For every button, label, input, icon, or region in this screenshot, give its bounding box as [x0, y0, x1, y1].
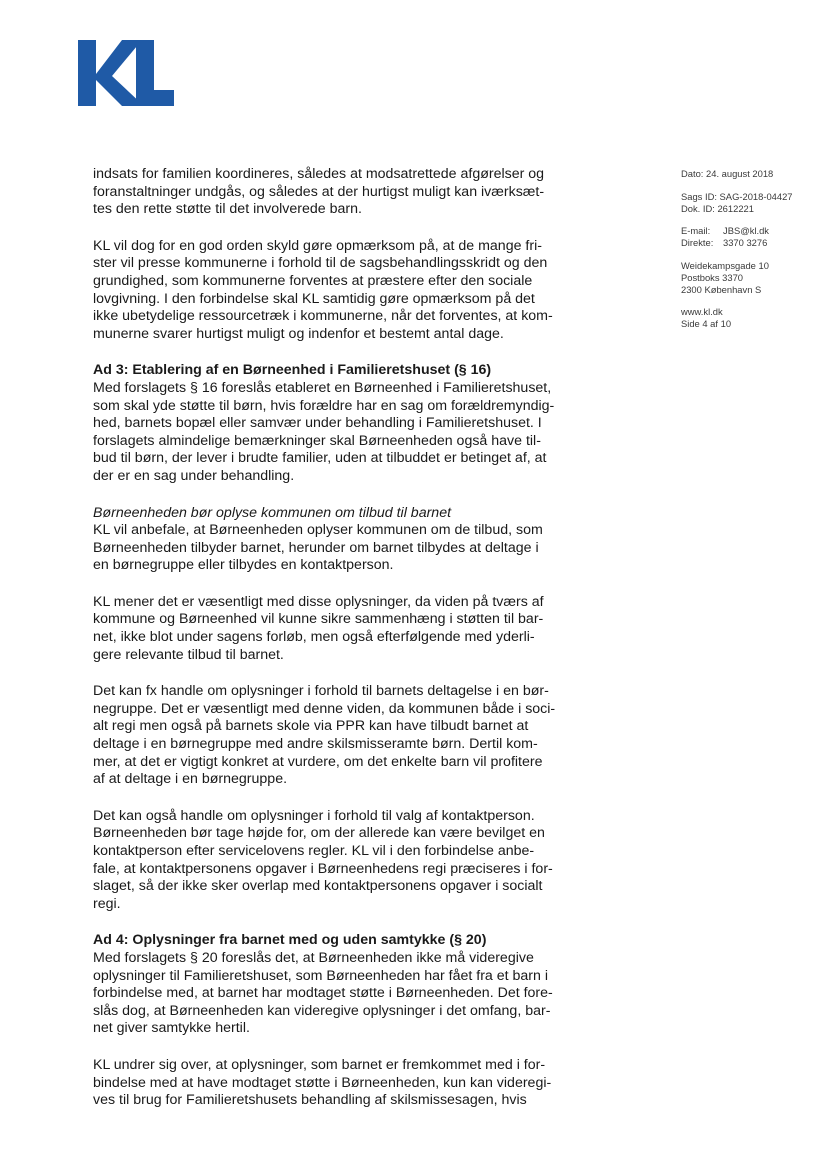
phone-row [681, 237, 821, 249]
text-line: net giver samtykke hertil. [93, 1020, 250, 1037]
text-line: oplysninger til Familieretshuset, som Børneenheden har fået fra et barn i [93, 967, 549, 984]
text-line: Med forslagets § 20 foreslås det, at Børneenheden ikke må videregive [93, 949, 534, 966]
text-line: en børnegruppe eller tilbydes en kontaktperson. [93, 557, 394, 574]
email-label: E-mail: [681, 225, 711, 237]
text-line: KL vil anbefale, at Børneenheden oplyser kommunen om de tilbud, som [93, 522, 543, 539]
text-line: deltage i en børnegruppe med andre skilsmisseramte børn. Dertil kom- [93, 736, 538, 753]
section-heading: Ad 4: Oplysninger fra barnet med og uden samtykke (§ 20) [93, 932, 487, 949]
text-line: kommune og Børneenhed vil kunne sikre sammenhæng i støtten til bar- [93, 611, 544, 628]
text-line: der er en sag under behandling. [93, 467, 295, 484]
text-line: af at deltage i en børnegruppe. [93, 771, 288, 788]
text-line: forbindelse med, at barnet har modtaget støtte i Børneenheden. Det fore- [93, 985, 553, 1002]
text-line: Med forslagets § 16 foreslås etableret en Børneenhed i Familieretshuset, [93, 379, 552, 396]
text-line: bindelse med at have modtaget støtte i Børneenheden, kun kan videregi- [93, 1074, 552, 1091]
text-line: ikke ubetydelige ressourcetræk i kommunerne, når det forventes, at kom- [93, 308, 553, 325]
address-line: Postboks 3370 [681, 271, 744, 283]
text-line: KL mener det er væsentligt med disse oplysninger, da viden på tværs af [93, 593, 544, 610]
text-line: som skal yde støtte til børn, hvis forældre har en sag om forældremyndig- [93, 397, 555, 414]
text-line: ster vil presse kommunerne i forhold til de sagsbehandlingsskridt og den [93, 255, 548, 272]
website-link[interactable]: www.kl.dk [681, 306, 723, 318]
text-line: indsats for familien koordineres, således at modsatrettede afgørelser og [93, 166, 545, 182]
document-meta-sidebar [681, 168, 821, 341]
page-number: Side 4 af 10 [681, 318, 732, 330]
date-text: Dato: 24. august 2018 [681, 168, 774, 179]
paragraph [93, 683, 568, 789]
text-line: Børneenheden bør tage højde for, om der allerede kan være bevilget en [93, 825, 545, 842]
text-line: net, ikke blot under sagens forløb, men også efterfølgende med yderli- [93, 629, 535, 646]
text-line: grundighed, som kommunerne forventes at præstere efter den sociale [93, 272, 533, 289]
phone-label: Direkte: [681, 237, 714, 249]
text-line: slås dog, at Børneenheden kan videregive oplysninger i det omfang, bar- [93, 1002, 551, 1019]
text-line: bud til børn, der lever i brudte familier, uden at tilbuddet er betinget af, at [93, 450, 547, 467]
text-line: tes den rette støtte til det involverede barn. [93, 201, 362, 218]
subsection-boerneenhed-tilbud [93, 505, 568, 575]
text-line: hed, barnets bopæl eller samvær under behandling i Familieretshuset. I [93, 415, 542, 432]
text-line: slaget, så der ikke sker overlap med kontaktpersonens opgaver i socialt [93, 878, 543, 895]
text-line: kontaktperson efter servicelovens regler. KL vil i den forbindelse anbe- [93, 843, 535, 859]
case-id-text: Sags ID: SAG-2018-04427 [681, 190, 793, 202]
text-line: alt regi men også på barnets skole via PPR kan have tilbudt barnet at [93, 718, 529, 735]
section-ad-4 [93, 932, 568, 1038]
text-line: Det kan også handle om oplysninger i forhold til valg af kontaktperson. [93, 807, 535, 824]
text-line: KL undrer sig over, at oplysninger, som barnet er fremkommet med i for- [93, 1056, 546, 1073]
paragraph [93, 238, 568, 344]
email-link[interactable]: JBS@kl.dk [723, 225, 769, 237]
text-line: foranstaltninger undgås, og således at der hurtigst muligt kan iværksæt- [93, 183, 545, 200]
address-line: 2300 København S [681, 283, 762, 295]
paragraph [93, 1057, 568, 1110]
text-line: Det kan fx handle om oplysninger i forhold til barnets deltagelse i en bør- [93, 683, 549, 700]
address-line: Weidekampsgade 10 [681, 259, 769, 271]
section-ad-3 [93, 362, 568, 485]
phone-value: 3370 3276 [723, 237, 768, 249]
text-line: KL vil dog for en god orden skyld gøre opmærksom på, at de mange fri- [93, 237, 542, 254]
text-line: negruppe. Det er væsentligt med denne viden, da kommunen både i soci- [93, 700, 556, 717]
section-heading: Ad 3: Etablering af en Børneenhed i Familieretshuset (§ 16) [93, 362, 492, 379]
text-line: regi. [93, 895, 121, 912]
paragraph [93, 594, 568, 664]
text-line: munerne svarer hurtigst muligt og indenfor et bestemt antal dage. [93, 325, 504, 342]
text-line: Børneenheden tilbyder barnet, herunder om barnet tilbydes at deltage i [93, 539, 539, 556]
text-line: ves til brug for Familieretshusets behandling af skilsmissesagen, hvis [93, 1092, 527, 1109]
paragraph [93, 166, 568, 219]
letter-body [93, 166, 568, 1129]
text-line: gere relevante tilbud til barnet. [93, 646, 284, 663]
paragraph [93, 808, 568, 914]
text-line: fale, at kontaktpersonens opgaver i Børneenhedens regi præciseres i for- [93, 860, 553, 877]
text-line: forslagets almindelige bemærkninger skal Børneenheden også have til- [93, 432, 541, 449]
text-line: mer, at det er vigtigt konkret at vurdere, om det enkelte barn vil profitere [93, 753, 543, 770]
kl-logo [76, 38, 176, 110]
subsection-heading: Børneenheden bør oplyse kommunen om tilbud til barnet [93, 504, 452, 521]
text-line: lovgivning. I den forbindelse skal KL samtidig gøre opmærksom på det [93, 290, 535, 307]
doc-id-text: Dok. ID: 2612221 [681, 202, 754, 214]
email-row [681, 225, 821, 237]
